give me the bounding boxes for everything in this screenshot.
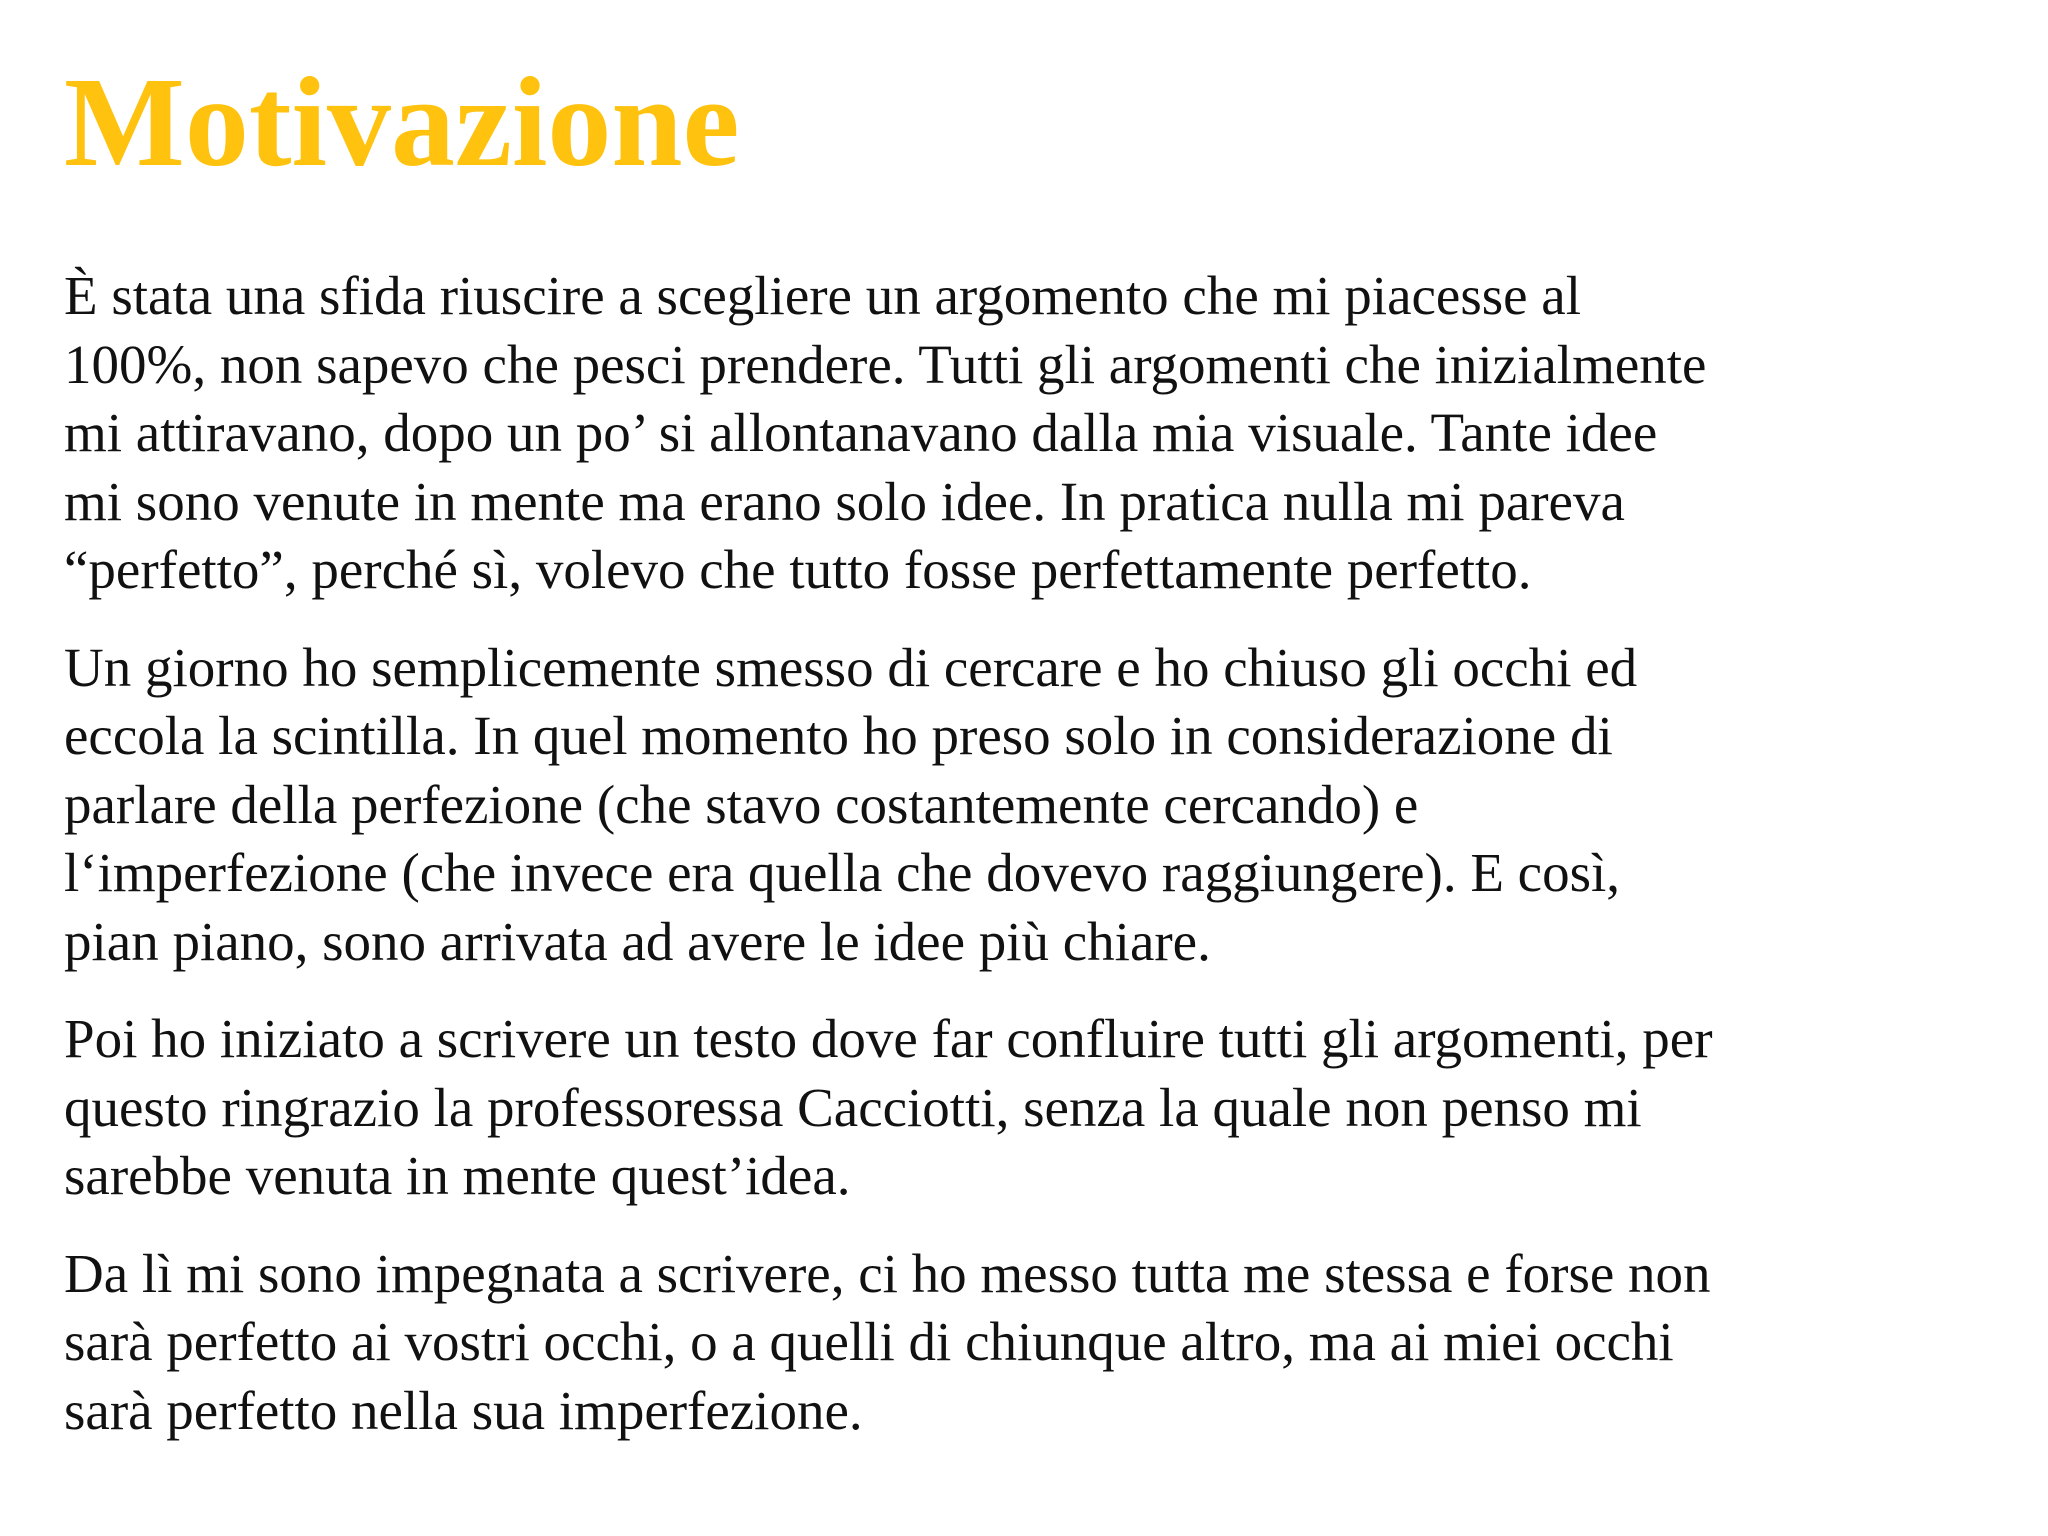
paragraph-line: pian piano, sono arrivata ad avere le idee più chiare. [64, 910, 1211, 972]
paragraph-line: 100%, non sapevo che pesci prendere. Tutti gli argomenti che inizialmente [64, 333, 1707, 395]
paragraph-line: Da lì mi sono impegnata a scrivere, ci ho messo tutta me stessa e forse non [64, 1242, 1711, 1304]
paragraph-4 [64, 1240, 1994, 1446]
paragraph-1 [64, 262, 1994, 605]
paragraph-line: eccola la scintilla. In quel momento ho preso solo in considerazione di [64, 705, 1613, 766]
paragraph-line: È stata una sfida riuscire a scegliere un argomento che mi piacesse al [64, 265, 1581, 326]
paragraph-line: sarebbe venuta in mente quest’idea. [64, 1145, 851, 1206]
slide-body [64, 262, 1994, 1474]
paragraph-line: sarà perfetto nella sua imperfezione. [64, 1379, 863, 1441]
paragraph-line: mi sono venute in mente ma erano solo idee. In pratica nulla mi pareva [64, 470, 1625, 532]
paragraph-line: “perfetto”, perché sì, volevo che tutto fosse perfettamente perfetto. [64, 539, 1532, 600]
paragraph-2 [64, 634, 1994, 977]
slide-title: Motivazione [64, 51, 740, 193]
paragraph-line: Un giorno ho semplicemente smesso di cercare e ho chiuso gli occhi ed [64, 636, 1638, 698]
paragraph-line: Poi ho iniziato a scrivere un testo dove far confluire tutti gli argomenti, per [64, 1008, 1713, 1069]
paragraph-line: questo ringrazio la professoressa Cacciotti, senza la quale non penso mi [64, 1076, 1642, 1138]
paragraph-line: sarà perfetto ai vostri occhi, o a quelli di chiunque altro, ma ai miei occhi [64, 1311, 1674, 1372]
paragraph-line: l‘imperfezione (che invece era quella che dovevo raggiungere). E così, [64, 842, 1621, 903]
paragraph-line: parlare della perfezione (che stavo costantemente cercando) e [64, 773, 1419, 835]
paragraph-line: mi attiravano, dopo un po’ si allontanavano dalla mia visuale. Tante idee [64, 402, 1658, 463]
paragraph-3 [64, 1005, 1994, 1211]
